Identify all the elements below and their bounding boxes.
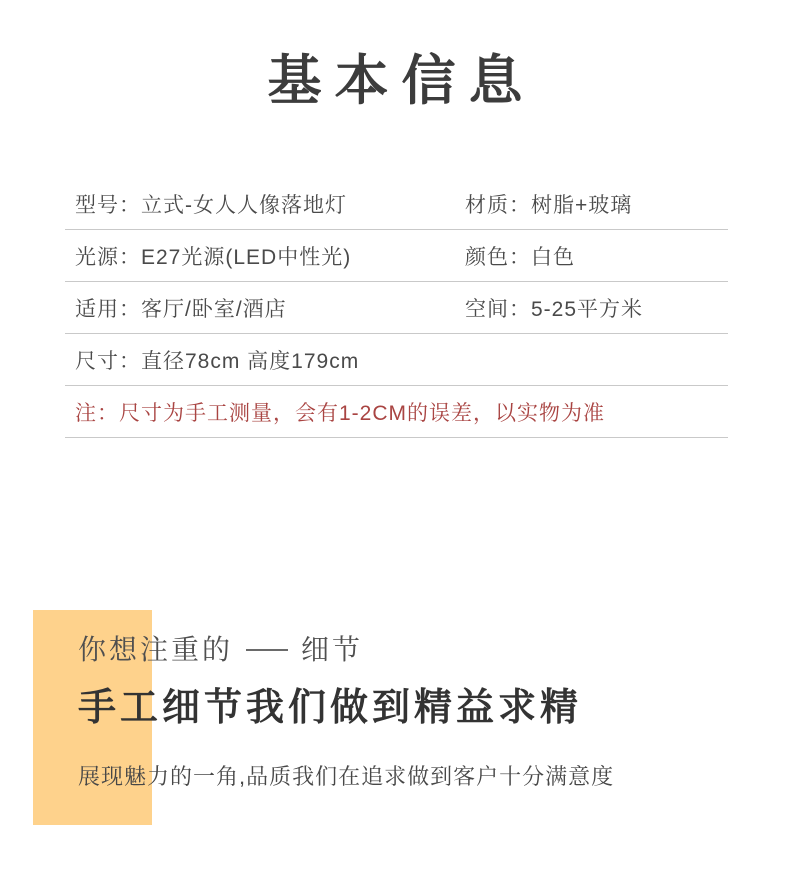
spec-label: 型号： — [75, 193, 141, 217]
spec-row-light-color — [65, 230, 728, 282]
spec-value: E27光源(LED中性光) — [141, 245, 352, 269]
spec-cell-material — [455, 189, 632, 219]
spec-table — [65, 178, 728, 438]
spec-cell-note — [65, 397, 605, 427]
spec-cell-light-source — [65, 241, 455, 271]
spec-cell-space — [455, 293, 643, 323]
page-title: 基本信息 — [267, 51, 536, 111]
spec-label: 颜色： — [465, 245, 531, 269]
spec-cell-color — [455, 241, 575, 271]
spec-row-usage-space — [65, 282, 728, 334]
spec-cell-usage — [65, 293, 455, 323]
measurement-note: 注：尺寸为手工测量，会有1-2CM的误差，以实物为准 — [75, 401, 606, 425]
detail-subheading: 展现魅力的一角,品质我们在追求做到客户十分满意度 — [78, 764, 615, 789]
spec-value: 立式-女人人像落地灯 — [141, 193, 347, 217]
spec-value: 客厅/卧室/酒店 — [141, 297, 287, 321]
spec-value: 直径78cm 高度179cm — [141, 349, 360, 373]
spec-label: 空间： — [465, 297, 531, 321]
spec-label: 材质： — [465, 193, 531, 217]
spec-cell-model — [65, 189, 455, 219]
spec-cell-size — [65, 345, 455, 375]
spec-value: 白色 — [531, 245, 575, 269]
tagline-suffix: 细节 — [301, 634, 364, 665]
dash-line — [246, 649, 288, 651]
detail-tagline — [78, 633, 363, 667]
spec-row-size — [65, 334, 728, 386]
spec-label: 适用： — [75, 297, 141, 321]
tagline-prefix: 你想注重的 — [78, 634, 234, 665]
spec-row-note — [65, 386, 728, 438]
spec-value: 5-25平方米 — [531, 297, 644, 321]
spec-value: 树脂+玻璃 — [531, 193, 633, 217]
spec-label: 尺寸： — [75, 349, 141, 373]
spec-label: 光源： — [75, 245, 141, 269]
spec-row-model-material — [65, 178, 728, 230]
detail-heading: 手工细节我们做到精益求精 — [78, 687, 583, 729]
